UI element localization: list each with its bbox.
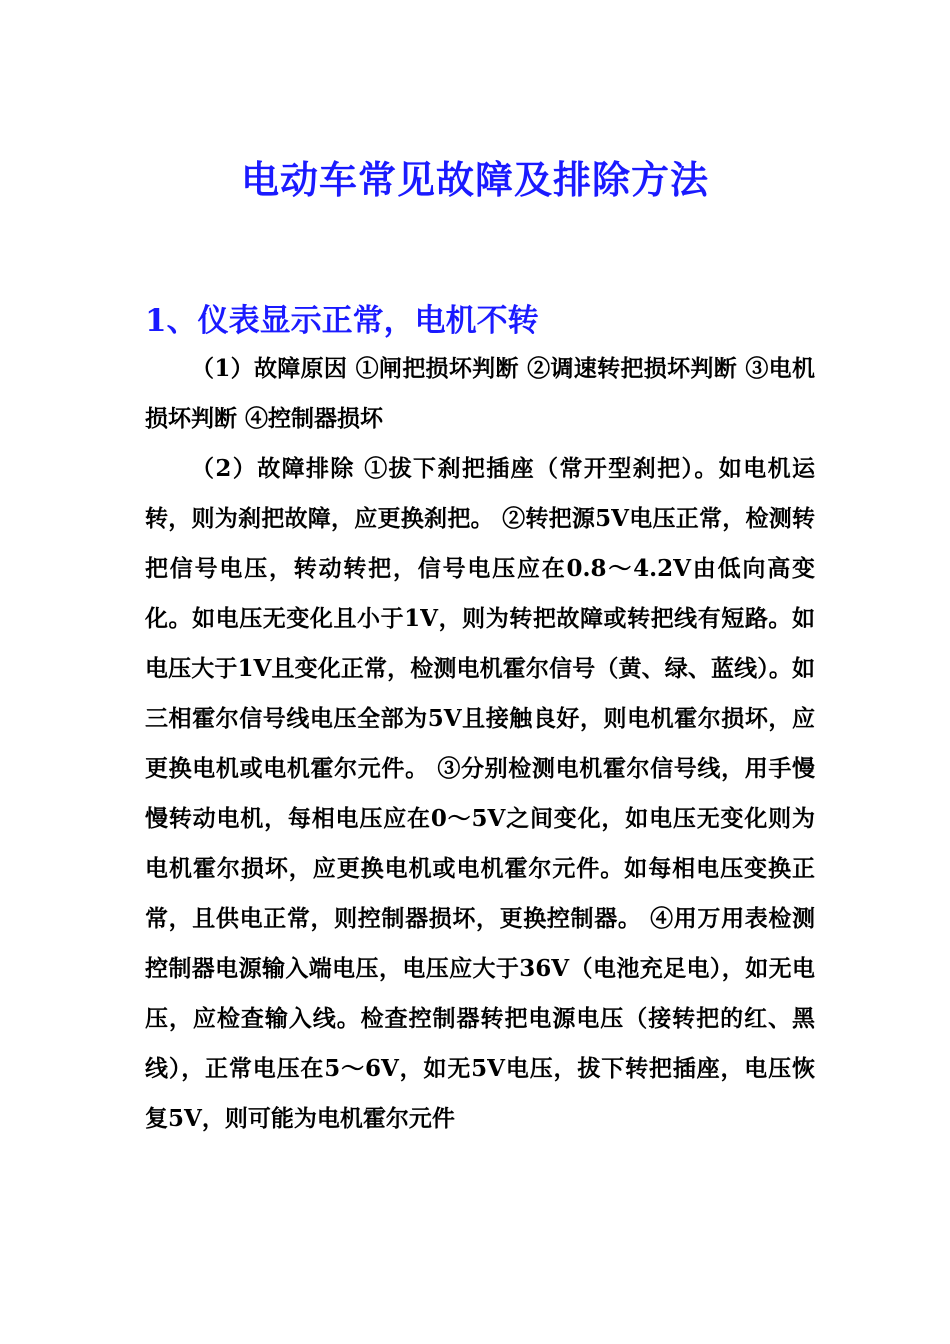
paragraph-troubleshooting: （2）故障排除 ①拔下刹把插座（常开型刹把）。如电机运转，则为刹把故障，应更换刹把。 ②转把源5V电压正常，检测转把信号电压，转动转把，信号电压应在0.8～4.2V由低向高变化。如电压无变化且小于1V，则为转把故障或转把线有短路。如电压大于1V且变化正常，检测电机霍尔信号（黄、绿、蓝线）。如三相霍尔信号线电压全部为5V且接触良好，则电机霍尔损坏，应更换电机或电机霍尔元件。 ③分别检测电机霍尔信号线，用手慢慢转动电机，每相电压应在0～5V之间变化，如电压无变化则为电机霍尔损坏，应更换电机或电机霍尔元件。如每相电压变换正常，且供电正常，则控制器损坏，更换控制器。 ④用万用表检测控制器电源输入端电压，电压应大于36V（电池充足电），如无电压，应检查输入线。检查控制器转把电源电压（接转把的红、黑线），正常电压在5～6V，如无5V电压，拔下转把插座，电压恢复5V，则可能为电机霍尔元件 <box>145 455 815 1132</box>
section-heading: 1、仪表显示正常，电机不转 <box>145 303 539 339</box>
paragraph-fault-causes: （1）故障原因 ①闸把损坏判断 ②调速转把损坏判断 ③电机损坏判断 ④控制器损坏 <box>145 355 815 432</box>
document-title: 电动车常见故障及排除方法 <box>240 157 709 202</box>
